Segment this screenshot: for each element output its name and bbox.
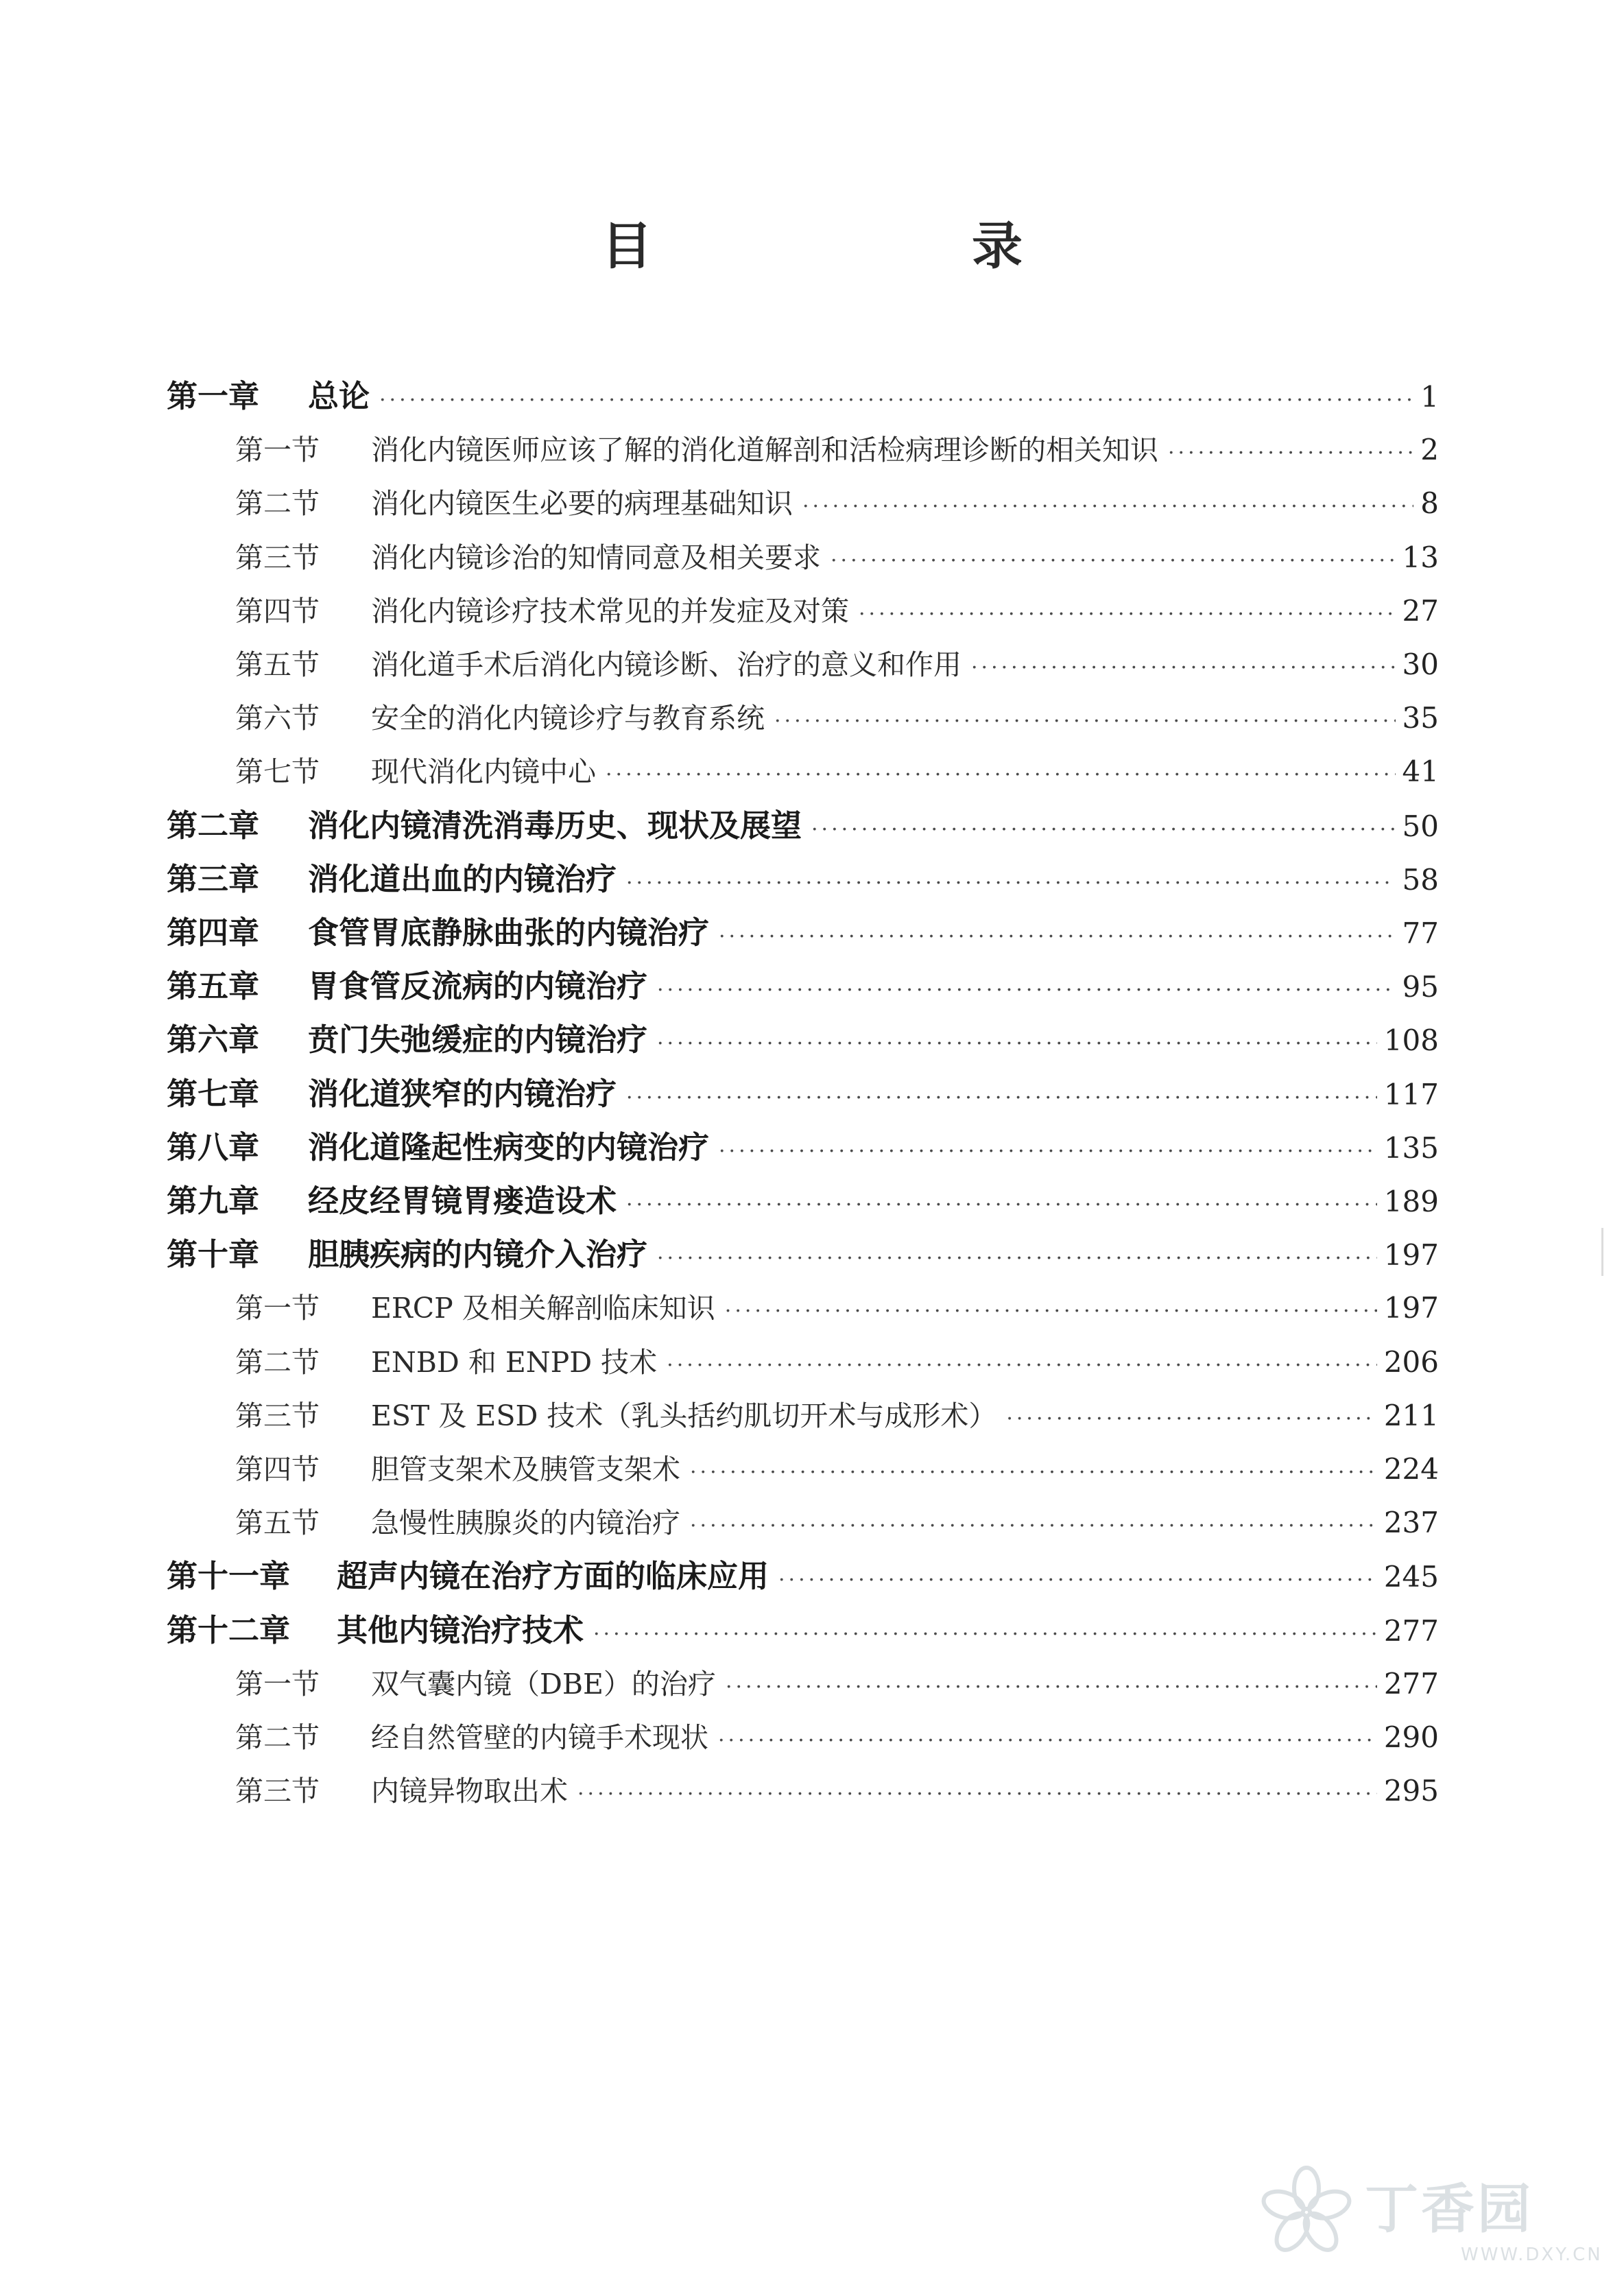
toc-section-row[interactable] bbox=[235, 1447, 1439, 1491]
toc-page-number: 95 bbox=[1402, 970, 1439, 1004]
toc-entry-label: 第二节 bbox=[235, 1721, 320, 1754]
toc-entry-label: 第一节 bbox=[235, 1668, 320, 1701]
toc-section-row[interactable] bbox=[235, 1286, 1439, 1330]
toc-section-row[interactable] bbox=[235, 696, 1439, 740]
toc-entry-title: 胆管支架术及胰管支架术 bbox=[371, 1453, 680, 1486]
toc-page-number: 117 bbox=[1383, 1078, 1439, 1111]
toc-chapter-row[interactable] bbox=[167, 1609, 1439, 1653]
toc-section-row[interactable] bbox=[235, 482, 1439, 525]
toc-entry-label: 第三节 bbox=[235, 1775, 320, 1808]
toc-chapter-row[interactable] bbox=[167, 1072, 1439, 1116]
toc-entry-title: 胃食管反流病的内镜治疗 bbox=[308, 968, 648, 1004]
toc-leader-dots bbox=[726, 1666, 1377, 1709]
toc-leader-dots bbox=[657, 1237, 1377, 1281]
toc-page-number: 77 bbox=[1402, 916, 1439, 950]
toc-leader-dots bbox=[718, 1719, 1377, 1763]
toc-entry-label: 第一节 bbox=[235, 1292, 320, 1325]
toc-chapter-row[interactable] bbox=[167, 1233, 1439, 1277]
toc-page-number: 211 bbox=[1383, 1399, 1439, 1432]
toc-leader-dots bbox=[577, 1773, 1377, 1816]
toc-entry-label: 第五节 bbox=[235, 648, 320, 681]
toc-section-row[interactable] bbox=[235, 1769, 1439, 1813]
toc-chapter-row[interactable] bbox=[167, 1179, 1439, 1223]
toc-page-number: 27 bbox=[1402, 594, 1439, 628]
toc-chapter-row[interactable] bbox=[167, 1126, 1439, 1170]
toc-leader-dots bbox=[719, 915, 1396, 959]
toc-page-number: 30 bbox=[1402, 648, 1439, 681]
toc-entry-label: 第十章 bbox=[167, 1236, 260, 1272]
toc-section-row[interactable] bbox=[235, 589, 1439, 633]
toc-page-number: 189 bbox=[1383, 1185, 1439, 1218]
toc-page-number: 245 bbox=[1383, 1560, 1439, 1594]
toc-entry-title: 消化道隆起性病变的内镜治疗 bbox=[308, 1129, 710, 1165]
toc-entry-label: 第六章 bbox=[167, 1021, 260, 1058]
toc-entry-label: 第二节 bbox=[235, 1346, 320, 1379]
toc-section-row[interactable] bbox=[235, 1340, 1439, 1384]
toc-page-number: 295 bbox=[1383, 1774, 1439, 1808]
toc-entry-label: 第十二章 bbox=[167, 1612, 291, 1648]
toc-chapter-row[interactable] bbox=[167, 804, 1439, 848]
toc-page-number: 2 bbox=[1420, 433, 1439, 466]
toc-entry-label: 第三节 bbox=[235, 1399, 320, 1432]
toc-entry-label: 第一章 bbox=[167, 378, 260, 414]
toc-entry-label: 第七节 bbox=[235, 755, 320, 788]
toc-page-number: 108 bbox=[1383, 1023, 1439, 1057]
toc-page-number: 13 bbox=[1402, 541, 1439, 574]
toc-page-number: 50 bbox=[1402, 809, 1439, 843]
toc-leader-dots bbox=[690, 1451, 1377, 1495]
toc-entry-title: 消化内镜诊治的知情同意及相关要求 bbox=[371, 541, 821, 574]
toc-entry-title: 消化内镜清洗消毒历史、现状及展望 bbox=[308, 807, 802, 844]
toc-entry-title: EST 及 ESD 技术（乳头括约肌切开术与成形术） bbox=[371, 1399, 997, 1432]
toc-leader-dots bbox=[725, 1290, 1377, 1334]
toc-leader-dots bbox=[778, 1559, 1377, 1602]
toc-leader-dots bbox=[811, 808, 1396, 852]
toc-leader-dots bbox=[1006, 1397, 1376, 1441]
toc-entry-title: 现代消化内镜中心 bbox=[371, 755, 596, 788]
toc-page-number: 197 bbox=[1383, 1238, 1439, 1272]
toc-leader-dots bbox=[1168, 431, 1413, 475]
toc-page-number: 277 bbox=[1383, 1614, 1439, 1648]
toc-section-row[interactable] bbox=[235, 1394, 1439, 1438]
toc-entry-label: 第四节 bbox=[235, 1453, 320, 1486]
toc-page-number: 277 bbox=[1383, 1667, 1439, 1701]
toc-entry-title: 经自然管壁的内镜手术现状 bbox=[371, 1721, 708, 1754]
scan-artifact bbox=[1601, 1228, 1603, 1276]
toc-page-number: 41 bbox=[1402, 755, 1439, 788]
watermark bbox=[1255, 2161, 1612, 2277]
toc-entry-title: 消化道手术后消化内镜诊断、治疗的意义和作用 bbox=[371, 648, 962, 681]
toc-leader-dots bbox=[606, 753, 1396, 797]
toc-entry-title: 双气囊内镜（DBE）的治疗 bbox=[371, 1668, 716, 1701]
toc-entry-label: 第三章 bbox=[167, 861, 260, 897]
toc-leader-dots bbox=[719, 1130, 1377, 1174]
toc-section-row[interactable] bbox=[235, 643, 1439, 687]
toc-section-row[interactable] bbox=[235, 1662, 1439, 1706]
toc-entry-label: 第三节 bbox=[235, 541, 320, 574]
toc-entry-label: 第八章 bbox=[167, 1129, 260, 1165]
toc-leader-dots bbox=[831, 539, 1396, 583]
toc-entry-title: 食管胃底静脉曲张的内镜治疗 bbox=[308, 914, 710, 951]
page-title: 目 录 bbox=[601, 217, 1157, 276]
toc-entry-label: 第二节 bbox=[235, 487, 320, 520]
toc-leader-dots bbox=[626, 862, 1396, 905]
toc-page-number: 35 bbox=[1402, 701, 1439, 735]
toc-entry-label: 第二章 bbox=[167, 807, 260, 844]
toc-entry-title: 贲门失弛缓症的内镜治疗 bbox=[308, 1021, 648, 1058]
flower-logo-icon bbox=[1255, 2161, 1358, 2264]
toc-section-row[interactable] bbox=[235, 1716, 1439, 1760]
toc-entry-label: 第五节 bbox=[235, 1506, 320, 1539]
toc-entry-label: 第四章 bbox=[167, 914, 260, 951]
toc-leader-dots bbox=[667, 1344, 1377, 1388]
toc-page-number: 237 bbox=[1383, 1506, 1439, 1539]
toc-chapter-row[interactable] bbox=[167, 1018, 1439, 1062]
toc-entry-title: 消化内镜诊疗技术常见的并发症及对策 bbox=[371, 595, 849, 628]
toc-section-row[interactable] bbox=[235, 750, 1439, 794]
toc-leader-dots bbox=[802, 485, 1413, 529]
toc-leader-dots bbox=[690, 1504, 1377, 1548]
toc-leader-dots bbox=[971, 646, 1396, 690]
toc-entry-title: 经皮经胃镜胃瘘造设术 bbox=[308, 1183, 617, 1219]
toc-entry-label: 第一节 bbox=[235, 434, 320, 466]
watermark-url: WWW.DXY.CN bbox=[1461, 2245, 1603, 2265]
toc-entry-label: 第十一章 bbox=[167, 1558, 291, 1594]
toc-leader-dots bbox=[657, 969, 1396, 1013]
toc-entry-title: 其他内镜治疗技术 bbox=[337, 1612, 584, 1648]
toc-entry-title: 消化道出血的内镜治疗 bbox=[308, 861, 617, 897]
toc-page-number: 58 bbox=[1402, 863, 1439, 897]
toc-section-row[interactable] bbox=[235, 1501, 1439, 1545]
toc-entry-label: 第九章 bbox=[167, 1183, 260, 1219]
toc-chapter-row[interactable] bbox=[167, 911, 1439, 955]
toc-page-number: 224 bbox=[1383, 1452, 1439, 1486]
toc-page-number: 8 bbox=[1420, 486, 1439, 520]
toc-page-number: 290 bbox=[1383, 1720, 1439, 1754]
toc-leader-dots bbox=[626, 1183, 1377, 1227]
toc-leader-dots bbox=[626, 1076, 1377, 1120]
toc-chapter-row[interactable] bbox=[167, 964, 1439, 1008]
toc-leader-dots bbox=[859, 593, 1396, 637]
toc-entry-label: 第六节 bbox=[235, 702, 320, 735]
toc-page-number: 197 bbox=[1383, 1291, 1439, 1325]
toc-leader-dots bbox=[774, 700, 1396, 744]
toc-chapter-row[interactable] bbox=[167, 857, 1439, 901]
toc-section-row[interactable] bbox=[235, 536, 1439, 580]
toc-entry-title: 消化道狭窄的内镜治疗 bbox=[308, 1076, 617, 1112]
toc-leader-dots bbox=[593, 1613, 1377, 1657]
toc-entry-title: 胆胰疾病的内镜介入治疗 bbox=[308, 1236, 648, 1272]
toc-entry-title: ENBD 和 ENPD 技术 bbox=[371, 1346, 658, 1379]
toc-chapter-row[interactable] bbox=[167, 1554, 1439, 1598]
toc-entry-label: 第七章 bbox=[167, 1076, 260, 1112]
toc-entry-title: 急慢性胰腺炎的内镜治疗 bbox=[371, 1506, 680, 1539]
toc-leader-dots bbox=[379, 379, 1413, 423]
toc-entry-title: 内镜异物取出术 bbox=[371, 1775, 568, 1808]
toc-entry-title: 总论 bbox=[308, 378, 370, 414]
toc-entry-title: 超声内镜在治疗方面的临床应用 bbox=[337, 1558, 769, 1594]
toc-entry-label: 第四节 bbox=[235, 595, 320, 628]
toc-leader-dots bbox=[657, 1022, 1377, 1066]
watermark-text: 丁香园 bbox=[1365, 2179, 1534, 2240]
toc-page-number: 1 bbox=[1420, 380, 1439, 414]
toc-entry-title: 消化内镜医师应该了解的消化道解剖和活检病理诊断的相关知识 bbox=[371, 434, 1158, 466]
toc-page-number: 206 bbox=[1383, 1345, 1439, 1379]
toc-entry-label: 第五章 bbox=[167, 968, 260, 1004]
toc-page-number: 135 bbox=[1383, 1131, 1439, 1165]
toc-entry-title: 消化内镜医生必要的病理基础知识 bbox=[371, 487, 793, 520]
toc-section-row[interactable] bbox=[235, 428, 1439, 472]
toc-chapter-row[interactable] bbox=[167, 375, 1439, 418]
toc-entry-title: 安全的消化内镜诊疗与教育系统 bbox=[371, 702, 765, 735]
toc-entry-title: ERCP 及相关解剖临床知识 bbox=[371, 1292, 715, 1325]
